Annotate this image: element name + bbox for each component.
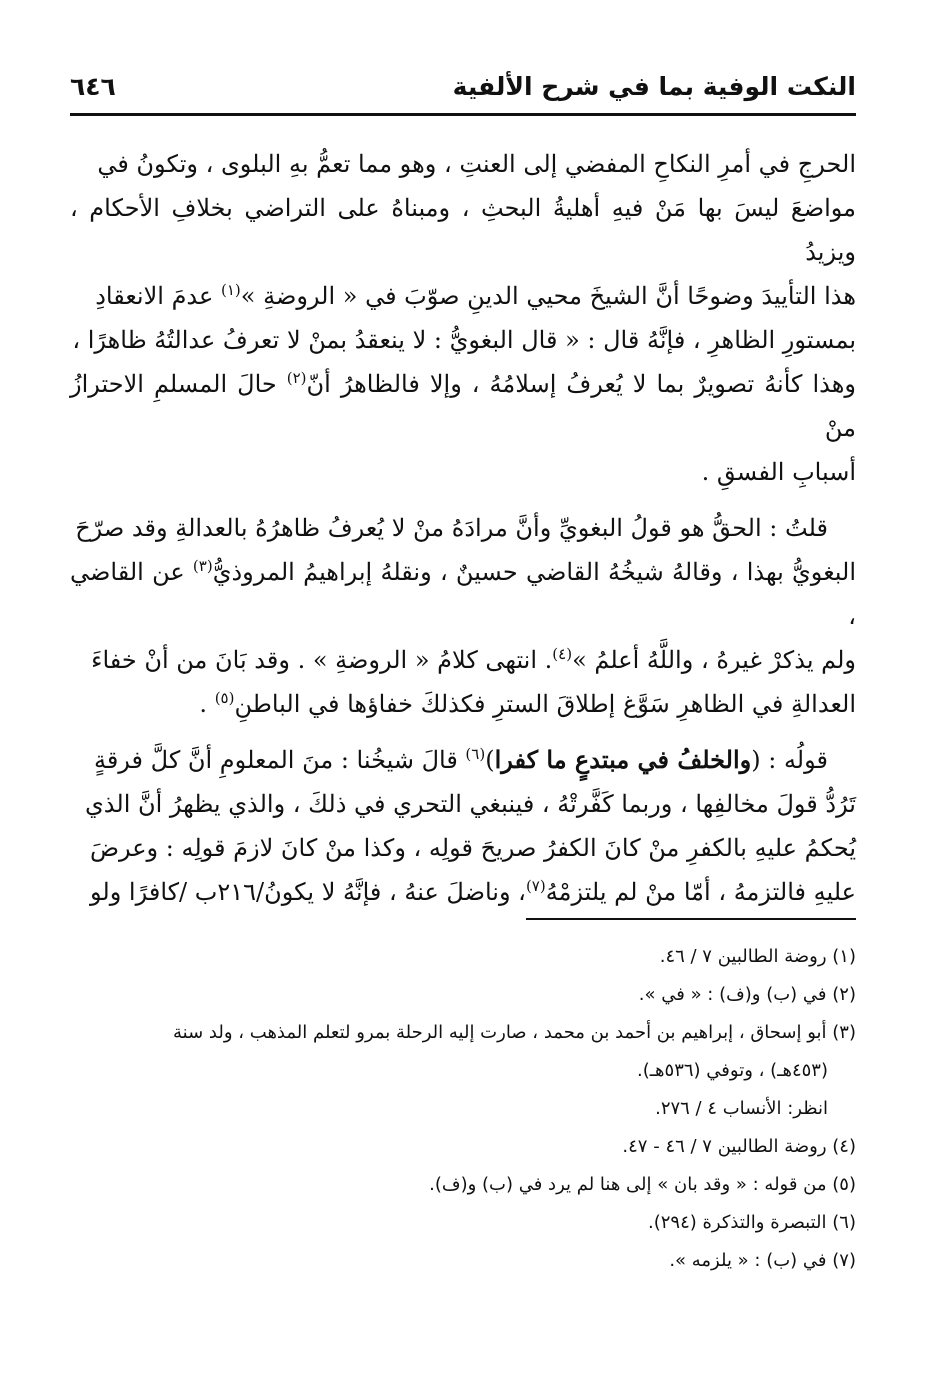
- page-header: [70, 64, 856, 108]
- footnotes: [70, 938, 856, 1280]
- footnote-1: [70, 938, 856, 976]
- text-line: قلتُ : الحقُّ هو قولُ البغويِّ وأنَّ مرادَهُ منْ لا يُعرفُ ظاهرُهُ بالعدالةِ وقد صرّحَ: [75, 514, 828, 542]
- text-span: قالَ شيخُنا : منَ المعلومِ أنَّ كلَّ فرقةٍ: [93, 746, 466, 774]
- footnote-rule: [526, 918, 856, 920]
- page-number: ٦٤٦: [70, 71, 116, 101]
- footnote-number: (٣): [832, 1022, 856, 1043]
- book-title: النكت الوفية بما في شرح الألفية: [452, 71, 856, 101]
- text-line: أسبابِ الفسقِ .: [701, 458, 856, 486]
- text-span: وهذا كأنهُ تصويرٌ بما لا يُعرفُ إسلامُهُ ، وإلا فالظاهرُ أنّ: [306, 370, 856, 398]
- paragraph-gap: [70, 726, 856, 738]
- footnote-6: [70, 1204, 856, 1242]
- paragraph-2: [70, 506, 856, 726]
- text-line: بمستورِ الظاهرِ ، فإنَّهُ قال : « قال البغويُّ : لا ينعقدُ بمنْ لا تعرفُ عدالتُهُ ظاهرًا ،: [72, 326, 856, 354]
- text-line: [70, 638, 856, 682]
- footnote-number: (٥): [832, 1174, 856, 1195]
- footnote-text: أبو إسحاق ، إبراهيم بن أحمد بن محمد ، صارت إليه الرحلة بمرو لتعلم المذهب ، ولد سنة: [173, 1022, 827, 1043]
- text-span: .: [199, 690, 215, 718]
- footnote-4: [70, 1128, 856, 1166]
- text-span: ، وناضلَ عنهُ ، فإنَّهُ لا يكونُ/٢١٦ب /كافرًا ولو: [90, 878, 526, 906]
- text-line: [70, 550, 856, 638]
- text-line: يُحكمُ عليهِ بالكفرِ منْ كانَ الكفرُ صريحَ قولِه ، وكذا منْ كانَ لازمَ قولِه : وعرضَ: [89, 834, 856, 862]
- text-span: البغويُّ بهذا ، وقالهُ شيخُهُ القاضي حسينٌ ، ونقلهُ إبراهيمُ المروذيُّ: [212, 558, 856, 586]
- footnote-2: [70, 976, 856, 1014]
- footnote-number: (٢): [832, 984, 856, 1005]
- main-text: [70, 142, 856, 914]
- footnote-number: (١): [832, 946, 856, 967]
- text-span: العدالةِ في الظاهرِ سَوَّغ إطلاقَ السترِ فكذلكَ خفاؤها في الباطنِ: [234, 690, 856, 718]
- footnote-text: التبصرة والتذكرة (٢٩٤).: [647, 1212, 827, 1233]
- text-span: عدمَ الانعقادِ: [95, 282, 221, 310]
- footnote-text: من قوله : « وقد بان » إلى هنا لم يرد في (ب) و(ف).: [429, 1174, 827, 1195]
- footnote-ref-7[interactable]: (٧): [525, 877, 546, 895]
- text-line: [70, 274, 856, 318]
- text-span: هذا التأييدَ وضوحًا أنَّ الشيخَ محيي الدينِ صوّبَ في « الروضةِ »: [240, 282, 856, 310]
- text-line: مواضعَ ليسَ بها مَنْ فيهِ أهليةُ البحثِ ، ومبناهُ على التراضي بخلافِ الأحكام ، ويزيدُ: [70, 194, 857, 266]
- footnote-text: في (ب) : « يلزمه ».: [669, 1250, 827, 1271]
- footnote-3-continuation: (٤٥٣هـ) ، وتوفي (٥٣٦هـ).: [637, 1060, 828, 1081]
- footnote-ref-2[interactable]: (٢): [286, 369, 307, 387]
- paragraph-3: [70, 738, 856, 914]
- footnote-ref-6[interactable]: (٦): [465, 745, 486, 763]
- footnote-7: [70, 1242, 856, 1280]
- footnote-number: (٦): [832, 1212, 856, 1233]
- text-line: تَرُدُّ قولَ مخالفِها ، وربما كَفَّرتْهُ ، فينبغي التحري في ذلكَ ، والذي يظهرُ أنَّ الذي: [85, 790, 856, 818]
- text-line: [70, 870, 856, 914]
- paragraph-1: [70, 142, 856, 494]
- text-line: الحرجِ في أمرِ النكاحِ المفضي إلى العنتِ ، وهو مما تعمُّ بهِ البلوى ، وتكونُ في: [97, 150, 856, 178]
- footnote-text: روضة الطالبين ٧ / ٤٦.: [659, 946, 827, 967]
- text-span: عليهِ فالتزمهُ ، أمّا منْ لم يلتزمْهُ: [545, 878, 856, 906]
- text-span: قولُه : (: [751, 746, 828, 774]
- footnote-text: روضة الطالبين ٧ / ٤٦ - ٤٧.: [622, 1136, 827, 1157]
- footnote-5: [70, 1166, 856, 1204]
- quoted-verse: والخلفُ في مبتدعٍ ما كفرا: [494, 745, 752, 774]
- text-line: [70, 682, 856, 726]
- text-span: ولم يذكرْ غيرهُ ، واللَّهُ أعلمُ »: [572, 646, 856, 674]
- footnote-3: [70, 1014, 856, 1052]
- footnote-number: (٤): [832, 1136, 856, 1157]
- text-line: [70, 738, 856, 782]
- footnote-ref-5[interactable]: (٥): [214, 689, 235, 707]
- footnote-ref-4[interactable]: (٤): [552, 645, 573, 663]
- footnote-text: في (ب) و(ف) : « في ».: [638, 984, 827, 1005]
- text-line: [70, 362, 856, 450]
- text-span: حالَ المسلمِ الاحترازُ منْ: [70, 370, 856, 442]
- footnote-ref-3[interactable]: (٣): [192, 557, 213, 575]
- footnote-ref-1[interactable]: (١): [220, 281, 241, 299]
- footnote-3-reference: انظر: الأنساب ٤ / ٢٧٦.: [655, 1098, 828, 1119]
- text-span: . انتهى كلامُ « الروضةِ » . وقد بَانَ من أنْ خفاءَ: [91, 646, 553, 674]
- text-span: عن القاضي ،: [70, 558, 856, 630]
- header-rule: [70, 113, 856, 116]
- text-span: ): [485, 746, 495, 774]
- paragraph-gap: [70, 494, 856, 506]
- footnote-number: (٧): [832, 1250, 856, 1271]
